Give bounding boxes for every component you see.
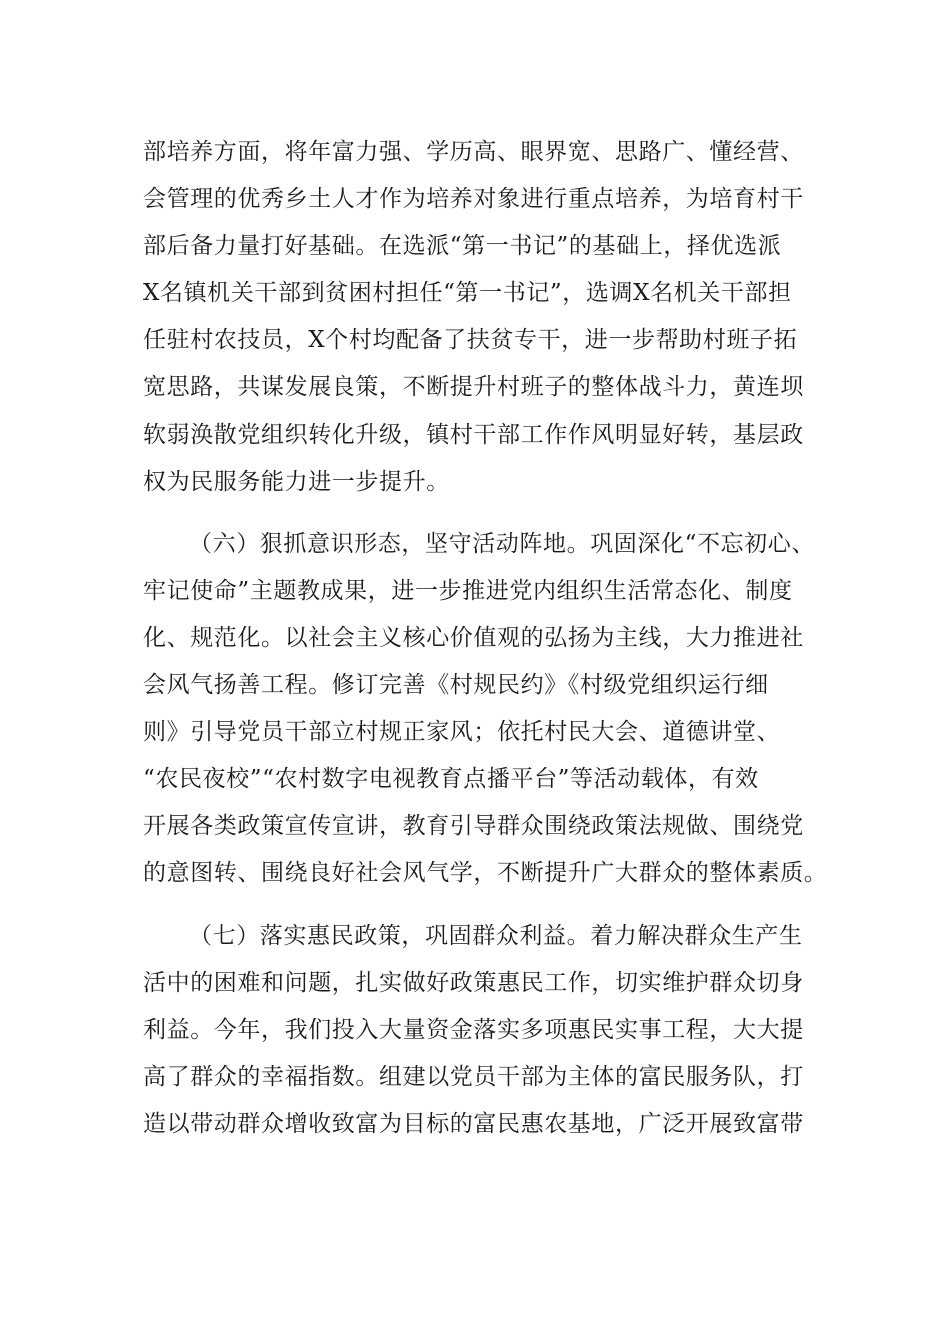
text-line: “农民夜校”“农村数字电视教育点播平台”等活动载体，有效 <box>143 766 759 793</box>
text-line: （六）狠抓意识形态，坚守活动阵地。巩固深化“不忘初心、 <box>189 530 815 557</box>
text-line: 利益。今年，我们投入大量资金落实多项惠民实事工程，大大提 <box>143 1016 804 1043</box>
text-line: 会风气扬善工程。修订完善《村规民约》《村级党组织运行细 <box>143 672 769 699</box>
text-line: 会管理的优秀乡土人才作为培养对象进行重点培养，为培育村干 <box>143 186 804 213</box>
text-line: 的意图转、围绕良好社会风气学，不断提升广大群众的整体素质。 <box>143 860 828 887</box>
paragraph-welfare-policy <box>143 913 813 1148</box>
text-line: 造以带动群众增收致富为目标的富民惠农基地，广泛开展致富带 <box>143 1110 804 1137</box>
body-text <box>143 129 828 1148</box>
text-line: 部培养方面，将年富力强、学历高、眼界宽、思路广、懂经营、 <box>143 139 804 165</box>
text-line: 权为民服务能力进一步提升。 <box>143 468 450 495</box>
paragraph-spacer <box>143 898 813 913</box>
text-line: 部后备力量打好基础。在选派“第一书记”的基础上，择优选派 <box>143 233 782 260</box>
text-line: 开展各类政策宣传宣讲，教育引导群众围绕政策法规做、围绕党 <box>143 813 804 840</box>
text-line: 任驻村农技员，X个村均配备了扶贫专干，进一步帮助村班子拓 <box>143 327 798 354</box>
text-line: （七）落实惠民政策，巩固群众利益。着力解决群众生产生 <box>189 922 803 949</box>
paragraph-ideology <box>143 521 828 898</box>
paragraph-spacer <box>143 506 813 521</box>
text-line: X名镇机关干部到贫困村担任“第一书记”，选调X名机关干部担 <box>143 280 792 307</box>
text-line: 软弱涣散党组织转化升级，镇村干部工作作风明显好转，基层政 <box>143 421 804 448</box>
text-line: 牢记使命”主题教成果，进一步推进党内组织生活常态化、制度 <box>143 577 793 604</box>
text-line: 化、规范化。以社会主义核心价值观的弘扬为主线，大力推进社 <box>143 624 804 651</box>
text-line: 高了群众的幸福指数。组建以党员干部为主体的富民服务队，打 <box>143 1063 804 1090</box>
text-line: 活中的困难和问题，扎实做好政策惠民工作，切实维护群众切身 <box>143 969 804 996</box>
text-line: 宽思路，共谋发展良策，不断提升村班子的整体战斗力，黄连坝 <box>143 374 804 401</box>
paragraph-village-cadres <box>143 129 813 506</box>
text-line: 则》引导党员干部立村规正家风；依托村民大会、道德讲堂、 <box>143 719 781 746</box>
